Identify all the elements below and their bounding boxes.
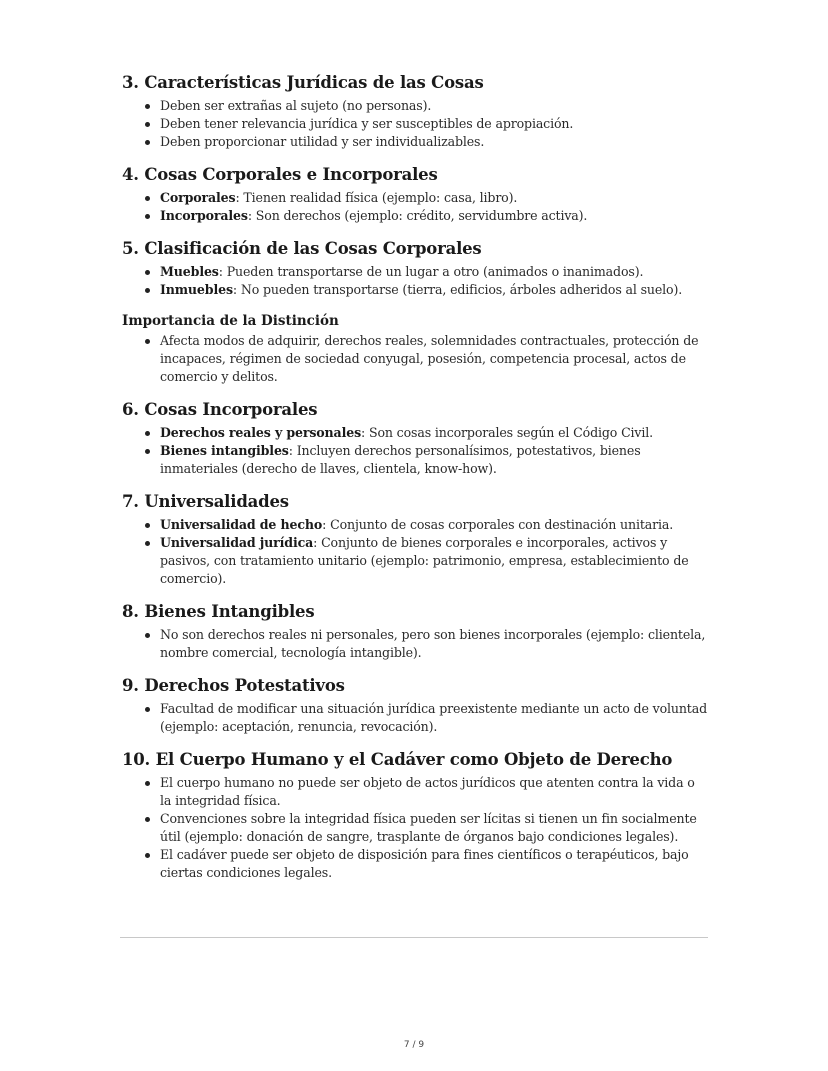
section-universalidades	[122, 491, 708, 588]
list-item: Deben tener relevancia jurídica y ser susceptibles de apropiación.	[122, 115, 708, 133]
bullet-list	[122, 424, 708, 478]
list-item: Corporales: Tienen realidad física (ejemplo: casa, libro).	[122, 189, 708, 207]
document-content	[122, 72, 708, 895]
term-label: Muebles	[160, 264, 219, 279]
section-clasificacion-cosas-corporales	[122, 238, 708, 299]
bullet-icon	[145, 449, 150, 454]
bullet-icon	[145, 122, 150, 127]
bullet-icon	[145, 633, 150, 638]
list-item: Bienes intangibles: Incluyen derechos personalísimos, potestativos, bienes inmateriales (derecho de llaves, clientela, know-how).	[122, 442, 708, 478]
bullet-icon	[145, 196, 150, 201]
horizontal-divider	[120, 937, 708, 938]
list-item: Muebles: Pueden transportarse de un lugar a otro (animados o inanimados).	[122, 263, 708, 281]
bullet-icon	[145, 270, 150, 275]
term-label: Derechos reales y personales	[160, 425, 362, 440]
list-item: Deben proporcionar utilidad y ser individualizables.	[122, 133, 708, 151]
section-title: 4. Cosas Corporales e Incorporales	[122, 165, 438, 184]
bullet-icon	[145, 853, 150, 858]
term-label: Bienes intangibles	[160, 443, 289, 458]
section-cosas-corporales-incorporales	[122, 164, 708, 225]
list-item: Inmuebles: No pueden transportarse (tierra, edificios, árboles adheridos al suelo).	[122, 281, 708, 299]
term-label: Incorporales	[160, 208, 248, 223]
term-label: Universalidad de hecho	[160, 517, 323, 532]
list-item: Universalidad jurídica: Conjunto de bienes corporales e incorporales, activos y pasivos, con tratamiento unitario (ejemplo: patrimonio, empresa, establecimiento de comercio).	[122, 534, 708, 588]
bullet-list	[122, 516, 708, 588]
list-item: Deben ser extrañas al sujeto (no personas).	[122, 97, 708, 115]
section-title: 6. Cosas Incorporales	[122, 400, 318, 419]
bullet-icon	[145, 140, 150, 145]
bullet-list	[122, 774, 708, 882]
list-item: El cadáver puede ser objeto de disposición para fines científicos o terapéuticos, bajo ciertas condiciones legales.	[122, 846, 708, 882]
list-item: Facultad de modificar una situación jurídica preexistente mediante un acto de voluntad (ejemplo: aceptación, renuncia, revocación).	[122, 700, 708, 736]
bullet-icon	[145, 431, 150, 436]
bullet-icon	[145, 523, 150, 528]
subsection-importancia-distincion	[122, 312, 708, 386]
section-bienes-intangibles	[122, 601, 708, 662]
section-title: 9. Derechos Potestativos	[122, 676, 345, 695]
list-item: Convenciones sobre la integridad física pueden ser lícitas si tienen un fin socialmente útil (ejemplo: donación de sangre, trasplante de órganos bajo condiciones legales).	[122, 810, 708, 846]
list-item: Derechos reales y personales: Son cosas incorporales según el Código Civil.	[122, 424, 708, 442]
bullet-icon	[145, 339, 150, 344]
bullet-icon	[145, 817, 150, 822]
subsection-title: Importancia de la Distinción	[122, 313, 339, 329]
list-item: No son derechos reales ni personales, pero son bienes incorporales (ejemplo: clientela, nombre comercial, tecnología intangible).	[122, 626, 708, 662]
bullet-list	[122, 97, 708, 151]
bullet-icon	[145, 707, 150, 712]
list-item: El cuerpo humano no puede ser objeto de actos jurídicos que atenten contra la vida o la integridad física.	[122, 774, 708, 810]
bullet-list	[122, 700, 708, 736]
section-cuerpo-humano-cadaver	[122, 749, 708, 882]
bullet-icon	[145, 288, 150, 293]
term-label: Corporales	[160, 190, 236, 205]
section-title: 5. Clasificación de las Cosas Corporales	[122, 239, 482, 258]
list-item: Universalidad de hecho: Conjunto de cosas corporales con destinación unitaria.	[122, 516, 708, 534]
section-title: 7. Universalidades	[122, 492, 289, 511]
section-title: 10. El Cuerpo Humano y el Cadáver como Objeto de Derecho	[122, 750, 673, 769]
section-title: 3. Características Jurídicas de las Cosas	[122, 73, 484, 92]
bullet-list	[122, 332, 708, 386]
bullet-list	[122, 626, 708, 662]
section-title: 8. Bienes Intangibles	[122, 602, 315, 621]
bullet-icon	[145, 214, 150, 219]
bullet-list	[122, 189, 708, 225]
section-cosas-incorporales	[122, 399, 708, 478]
bullet-icon	[145, 781, 150, 786]
section-caracteristicas-juridicas	[122, 72, 708, 151]
list-item: Incorporales: Son derechos (ejemplo: crédito, servidumbre activa).	[122, 207, 708, 225]
list-item: Afecta modos de adquirir, derechos reales, solemnidades contractuales, protección de incapaces, régimen de sociedad conyugal, posesión, competencia procesal, actos de comercio y delitos.	[122, 332, 708, 386]
bullet-icon	[145, 104, 150, 109]
section-derechos-potestativos	[122, 675, 708, 736]
page-number: 7 / 9	[403, 1040, 425, 1050]
bullet-icon	[145, 541, 150, 546]
bullet-list	[122, 263, 708, 299]
term-label: Universalidad jurídica	[160, 535, 314, 550]
term-label: Inmuebles	[160, 282, 233, 297]
